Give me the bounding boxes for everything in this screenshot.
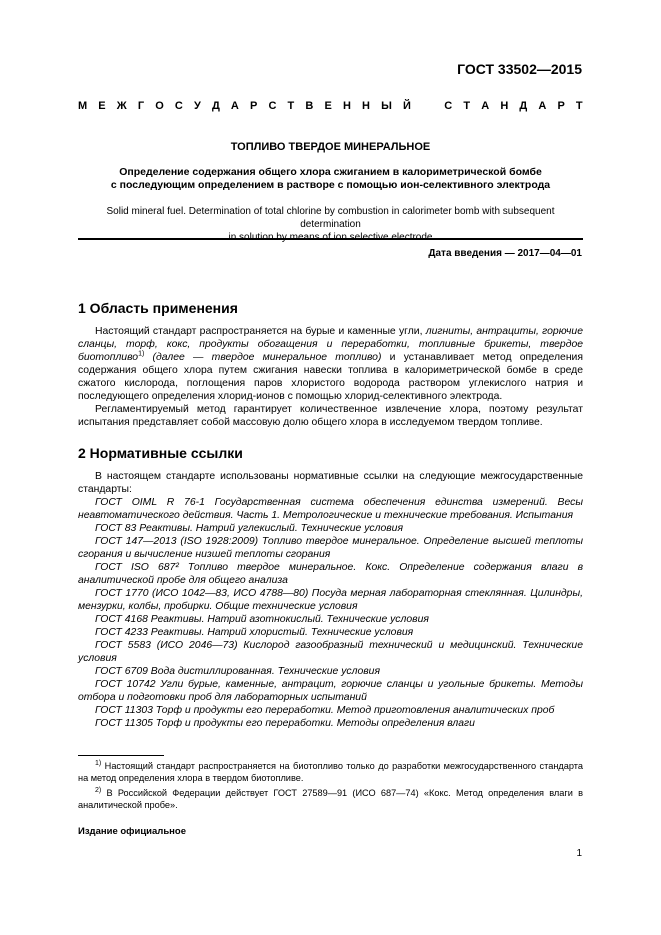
reference-text: ГОСТ 1770 (ИСО 1042—83, ИСО 4788—80) Посуда мерная лабораторная стеклянная. Цилиндры, мензурки, колбы, пробирки. Общие технические условия [78,588,583,612]
section-2-heading: 2 Нормативные ссылки [78,445,243,461]
title-divider [78,238,583,240]
reference-item [78,496,583,522]
section-2-body [78,470,583,730]
standard-type-letter: Н [362,100,370,112]
reference-text: ГОСТ 83 Реактивы. Натрий углекислый. Технические условия [95,523,403,534]
standard-type-letter: С [268,100,277,112]
reference-text: ГОСТ 6709 Вода дистиллированная. Технические условия [95,666,381,677]
reference-item [78,587,583,613]
standard-type-letter: Р [557,100,565,112]
footnote-ref-1[interactable]: 1) [138,350,145,358]
footnote-mark: 1) [95,759,102,767]
reference-text: ГОСТ 11305 Торф и продукты его переработки. Методы определения влаги [95,718,475,729]
standard-type-letter: Г [137,100,145,112]
reference-item [78,535,583,561]
reference-item [78,613,583,626]
references-list [78,496,583,730]
section-1-body [78,325,583,429]
reference-item [78,626,583,639]
standard-type-letter: Д [519,100,528,112]
standard-type-letter: Й [403,100,411,112]
standard-type-letter: В [305,100,314,112]
reference-item [78,678,583,704]
p1-text-a: Настоящий стандарт распространяется на бурые и каменные угли, [95,326,426,337]
section-1-heading: 1 Область применения [78,300,238,316]
reference-item [78,522,583,535]
standard-type-letter: С [174,100,183,112]
subtitle-line-2: с последующим определением в растворе с помощью ион-селективного электрода [110,179,551,191]
document-title: ТОПЛИВО ТВЕРДОЕ МИНЕРАЛЬНОЕ [230,141,431,153]
reference-text: ГОСТ ISO 687² Топливо твердое минеральное. Кокс. Определение содержания влаги в аналитической пробе для общего анализа [78,562,583,586]
subtitle-line-1: Определение содержания общего хлора сжиганием в калориметрической бомбе [119,166,542,178]
reference-item [78,639,583,665]
standard-type-letter: Д [211,100,220,112]
standard-type-letter: Р [250,100,258,112]
standard-type-letter: Т [575,100,583,112]
standard-type-letter: Н [500,100,509,112]
standard-type-heading [78,100,583,112]
standard-type-letter: А [538,100,547,112]
standard-type-letter: М [78,100,88,112]
standard-type-letter: Н [342,100,351,112]
standard-type-letter: О [155,100,164,112]
p1-text-d: и устанавливает метод определения содержания общего хлора путем сжигания навески топлива в калориметрической бомбе в среде сжатого кислорода, поглощения паров хлористого водорода раствором углекислого натрия и последующего определения хлорид-ионов с помощью хлорид-селективного электрода. [78,352,583,402]
reference-text: ГОСТ 4168 Реактивы. Натрий азотнокислый. Технические условия [95,614,429,625]
footnote-2 [78,787,583,811]
p1-text-c: (далее — твердое минеральное топливо) [144,352,382,363]
p1-text-b: лигниты, антрациты, горючие сланцы, торф, кокс, продукты обогащения и переработки, топливные брикеты, твердое биотопливо [78,326,583,363]
reference-item [78,704,583,717]
reference-text: ГОСТ 147—2013 (ISO 1928:2009) Топливо твердое минеральное. Определение высшей теплоты сгорания и вычисление низшей теплоты сгорания [78,536,583,560]
standard-type-letter: Т [463,100,471,112]
standard-type-letter: А [481,100,490,112]
reference-text: ГОСТ 10742 Угли бурые, каменные, антрацит, горючие сланцы и угольные брикеты. Методы отбора и подготовки проб для лабораторных испытаний [78,679,583,703]
standard-type-letter: А [230,100,239,112]
standard-type-letter: Е [98,100,106,112]
official-edition-label: Издание официальное [78,826,186,837]
standard-type-letter: Т [287,100,295,112]
footnote-text: Настоящий стандарт распространяется на биотопливо только до разработки межгосударственного стандарта на метод определения хлора в твердом биотопливе. [78,761,583,783]
section-1-paragraph-2: Регламентируемый метод гарантирует количественное извлечение хлора, поэтому результат испытания представляет собой массовую долю общего хлора в исследуемом твердом топливе. [78,404,583,428]
reference-text: ГОСТ OIML R 76-1 Государственная система обеспечения единства измерений. Весы неавтоматического действия. Часть 1. Метрологические и технические требования. Испытания [78,497,583,521]
standard-type-letter: У [193,100,201,112]
reference-item [78,717,583,730]
reference-item [78,665,583,678]
gost-number: ГОСТ 33502—2015 [457,61,582,77]
standard-type-letter: Ж [116,100,127,112]
section-1-paragraph-1 [78,325,583,403]
footnote-divider [78,755,164,756]
standard-type-letter: С [444,100,453,112]
reference-item [78,561,583,587]
standard-type-letter: Ы [381,100,392,112]
section-2-intro: В настоящем стандарте использованы нормативные ссылки на следующие межгосударственные стандарты: [78,471,583,495]
reference-text: ГОСТ 4233 Реактивы. Натрий хлористый. Технические условия [95,627,414,638]
reference-text: ГОСТ 5583 (ИСО 2046—73) Кислород газообразный технический и медицинский. Технические условия [78,640,583,664]
document-subtitle [78,166,583,192]
standard-type-letter: Е [324,100,332,112]
introduction-date: Дата введения — 2017—04—01 [428,248,582,259]
reference-text: ГОСТ 11303 Торф и продукты его переработки. Метод приготовления аналитических проб [95,705,555,716]
footnote-text: В Российской Федерации действует ГОСТ 27589—91 (ИСО 687—74) «Кокс. Метод определения влаги в аналитической пробе». [78,788,583,810]
footnote-1 [78,760,583,784]
footnotes [78,760,583,814]
english-title-line-1: Solid mineral fuel. Determination of total chlorine by combustion in calorimeter bomb with subsequent determination [106,206,555,230]
footnote-mark: 2) [95,786,102,794]
page-number: 1 [576,848,582,859]
